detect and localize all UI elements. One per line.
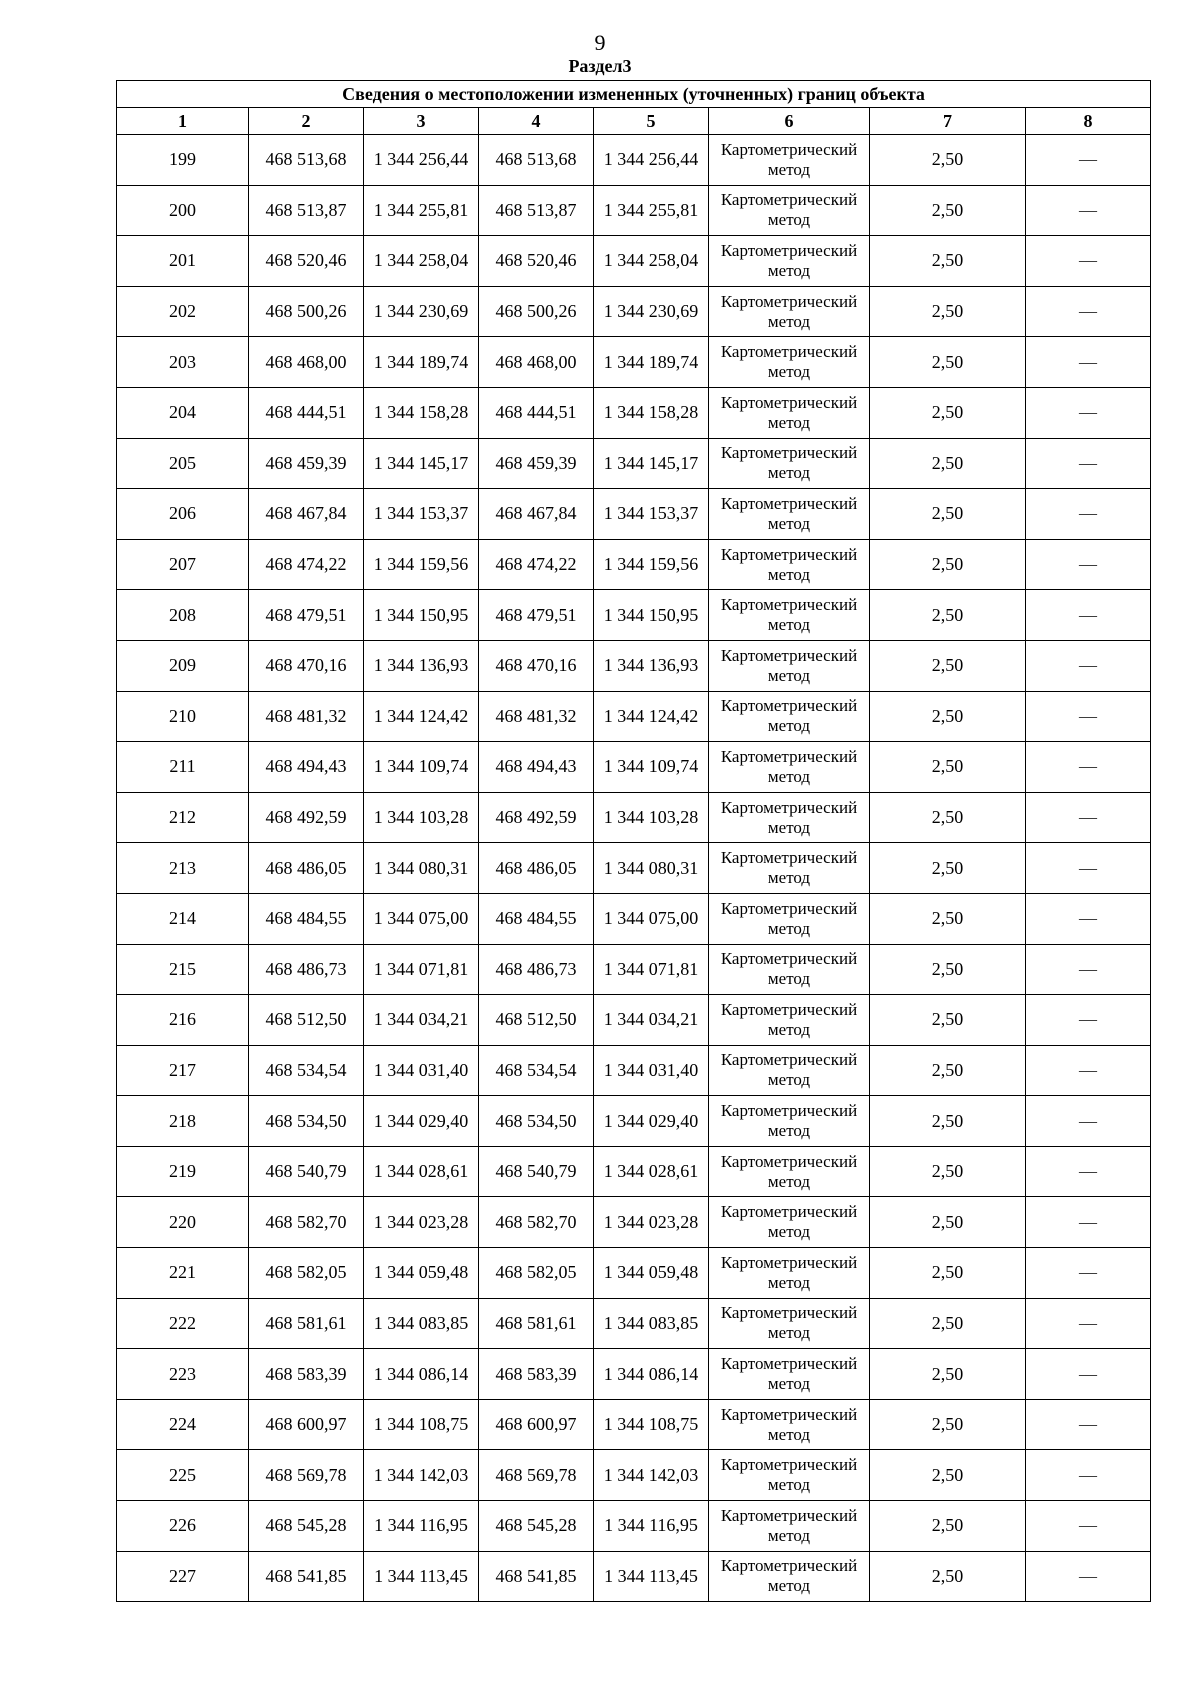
y-new-coordinate-cell: 1 344 116,95 (594, 1501, 709, 1552)
column-header-row (117, 108, 1151, 135)
column-header-2: 2 (249, 108, 364, 135)
accuracy-cell: 2,50 (870, 1197, 1026, 1248)
y-new-coordinate-cell: 1 344 258,04 (594, 236, 709, 287)
accuracy-cell: 2,50 (870, 640, 1026, 691)
table-row (117, 742, 1151, 793)
method-cell: Картометрический метод (709, 944, 870, 995)
x-coordinate-cell: 468 492,59 (249, 792, 364, 843)
y-coordinate-cell: 1 344 059,48 (364, 1248, 479, 1299)
x-new-coordinate-cell: 468 541,85 (479, 1551, 594, 1602)
description-cell: — (1026, 1349, 1151, 1400)
point-number-cell: 221 (117, 1248, 249, 1299)
accuracy-cell: 2,50 (870, 1399, 1026, 1450)
description-cell: — (1026, 539, 1151, 590)
x-coordinate-cell: 468 479,51 (249, 590, 364, 641)
method-cell: Картометрический метод (709, 1045, 870, 1096)
accuracy-cell: 2,50 (870, 1248, 1026, 1299)
method-cell: Картометрический метод (709, 1399, 870, 1450)
point-number-cell: 214 (117, 893, 249, 944)
column-header-3: 3 (364, 108, 479, 135)
y-new-coordinate-cell: 1 344 071,81 (594, 944, 709, 995)
accuracy-cell: 2,50 (870, 944, 1026, 995)
x-coordinate-cell: 468 513,68 (249, 135, 364, 186)
accuracy-cell: 2,50 (870, 387, 1026, 438)
y-new-coordinate-cell: 1 344 255,81 (594, 185, 709, 236)
point-number-cell: 211 (117, 742, 249, 793)
table-row (117, 539, 1151, 590)
x-new-coordinate-cell: 468 534,50 (479, 1096, 594, 1147)
x-new-coordinate-cell: 468 468,00 (479, 337, 594, 388)
description-cell: — (1026, 1096, 1151, 1147)
point-number-cell: 219 (117, 1146, 249, 1197)
method-cell: Картометрический метод (709, 236, 870, 287)
description-cell: — (1026, 1450, 1151, 1501)
description-cell: — (1026, 893, 1151, 944)
y-coordinate-cell: 1 344 028,61 (364, 1146, 479, 1197)
x-new-coordinate-cell: 468 470,16 (479, 640, 594, 691)
x-new-coordinate-cell: 468 534,54 (479, 1045, 594, 1096)
description-cell: — (1026, 387, 1151, 438)
description-cell: — (1026, 742, 1151, 793)
table-row (117, 185, 1151, 236)
y-new-coordinate-cell: 1 344 083,85 (594, 1298, 709, 1349)
x-coordinate-cell: 468 512,50 (249, 995, 364, 1046)
method-cell: Картометрический метод (709, 387, 870, 438)
x-coordinate-cell: 468 467,84 (249, 489, 364, 540)
method-cell: Картометрический метод (709, 539, 870, 590)
y-new-coordinate-cell: 1 344 103,28 (594, 792, 709, 843)
y-coordinate-cell: 1 344 108,75 (364, 1399, 479, 1450)
x-coordinate-cell: 468 444,51 (249, 387, 364, 438)
section-title: Раздел3 (568, 56, 632, 76)
method-cell: Картометрический метод (709, 438, 870, 489)
column-header-1: 1 (117, 108, 249, 135)
y-new-coordinate-cell: 1 344 153,37 (594, 489, 709, 540)
x-coordinate-cell: 468 582,05 (249, 1248, 364, 1299)
description-cell: — (1026, 1298, 1151, 1349)
x-coordinate-cell: 468 534,54 (249, 1045, 364, 1096)
accuracy-cell: 2,50 (870, 893, 1026, 944)
method-cell: Картометрический метод (709, 1248, 870, 1299)
x-coordinate-cell: 468 470,16 (249, 640, 364, 691)
x-new-coordinate-cell: 468 486,73 (479, 944, 594, 995)
accuracy-cell: 2,50 (870, 539, 1026, 590)
y-new-coordinate-cell: 1 344 034,21 (594, 995, 709, 1046)
accuracy-cell: 2,50 (870, 185, 1026, 236)
x-new-coordinate-cell: 468 467,84 (479, 489, 594, 540)
y-coordinate-cell: 1 344 258,04 (364, 236, 479, 287)
y-new-coordinate-cell: 1 344 028,61 (594, 1146, 709, 1197)
description-cell: — (1026, 1146, 1151, 1197)
point-number-cell: 217 (117, 1045, 249, 1096)
accuracy-cell: 2,50 (870, 691, 1026, 742)
x-new-coordinate-cell: 468 481,32 (479, 691, 594, 742)
method-cell: Картометрический метод (709, 1551, 870, 1602)
table-row (117, 792, 1151, 843)
accuracy-cell: 2,50 (870, 792, 1026, 843)
x-new-coordinate-cell: 468 513,87 (479, 185, 594, 236)
description-cell: — (1026, 640, 1151, 691)
column-header-7: 7 (870, 108, 1026, 135)
method-cell: Картометрический метод (709, 135, 870, 186)
y-new-coordinate-cell: 1 344 109,74 (594, 742, 709, 793)
y-coordinate-cell: 1 344 230,69 (364, 286, 479, 337)
y-coordinate-cell: 1 344 086,14 (364, 1349, 479, 1400)
description-cell: — (1026, 1045, 1151, 1096)
accuracy-cell: 2,50 (870, 1551, 1026, 1602)
method-cell: Картометрический метод (709, 1349, 870, 1400)
method-cell: Картометрический метод (709, 691, 870, 742)
table-row (117, 1248, 1151, 1299)
table-row (117, 640, 1151, 691)
y-coordinate-cell: 1 344 116,95 (364, 1501, 479, 1552)
page-number: 9 (594, 30, 606, 55)
table-row (117, 1298, 1151, 1349)
y-coordinate-cell: 1 344 103,28 (364, 792, 479, 843)
method-cell: Картометрический метод (709, 1501, 870, 1552)
point-number-cell: 199 (117, 135, 249, 186)
table-row (117, 944, 1151, 995)
point-number-cell: 209 (117, 640, 249, 691)
y-new-coordinate-cell: 1 344 136,93 (594, 640, 709, 691)
y-coordinate-cell: 1 344 256,44 (364, 135, 479, 186)
method-cell: Картометрический метод (709, 1197, 870, 1248)
column-header-4: 4 (479, 108, 594, 135)
table-row (117, 135, 1151, 186)
description-cell: — (1026, 185, 1151, 236)
accuracy-cell: 2,50 (870, 742, 1026, 793)
description-cell: — (1026, 843, 1151, 894)
accuracy-cell: 2,50 (870, 1146, 1026, 1197)
accuracy-cell: 2,50 (870, 1450, 1026, 1501)
x-new-coordinate-cell: 468 582,05 (479, 1248, 594, 1299)
description-cell: — (1026, 590, 1151, 641)
table-row (117, 1551, 1151, 1602)
description-cell: — (1026, 1501, 1151, 1552)
x-new-coordinate-cell: 468 486,05 (479, 843, 594, 894)
y-coordinate-cell: 1 344 031,40 (364, 1045, 479, 1096)
table-row (117, 489, 1151, 540)
description-cell: — (1026, 1399, 1151, 1450)
method-cell: Картометрический метод (709, 1298, 870, 1349)
x-new-coordinate-cell: 468 520,46 (479, 236, 594, 287)
table-row (117, 337, 1151, 388)
y-coordinate-cell: 1 344 189,74 (364, 337, 479, 388)
accuracy-cell: 2,50 (870, 489, 1026, 540)
x-new-coordinate-cell: 468 569,78 (479, 1450, 594, 1501)
y-coordinate-cell: 1 344 071,81 (364, 944, 479, 995)
table-row (117, 843, 1151, 894)
x-new-coordinate-cell: 468 600,97 (479, 1399, 594, 1450)
point-number-cell: 202 (117, 286, 249, 337)
x-new-coordinate-cell: 468 582,70 (479, 1197, 594, 1248)
accuracy-cell: 2,50 (870, 843, 1026, 894)
table-body (117, 135, 1151, 1602)
table-row (117, 286, 1151, 337)
accuracy-cell: 2,50 (870, 1096, 1026, 1147)
y-new-coordinate-cell: 1 344 142,03 (594, 1450, 709, 1501)
accuracy-cell: 2,50 (870, 286, 1026, 337)
y-coordinate-cell: 1 344 075,00 (364, 893, 479, 944)
y-coordinate-cell: 1 344 029,40 (364, 1096, 479, 1147)
table-row (117, 1096, 1151, 1147)
accuracy-cell: 2,50 (870, 236, 1026, 287)
x-coordinate-cell: 468 582,70 (249, 1197, 364, 1248)
method-cell: Картометрический метод (709, 792, 870, 843)
y-coordinate-cell: 1 344 136,93 (364, 640, 479, 691)
method-cell: Картометрический метод (709, 893, 870, 944)
table-row (117, 590, 1151, 641)
y-coordinate-cell: 1 344 113,45 (364, 1551, 479, 1602)
x-coordinate-cell: 468 459,39 (249, 438, 364, 489)
y-new-coordinate-cell: 1 344 086,14 (594, 1349, 709, 1400)
point-number-cell: 212 (117, 792, 249, 843)
y-coordinate-cell: 1 344 109,74 (364, 742, 479, 793)
description-cell: — (1026, 236, 1151, 287)
y-coordinate-cell: 1 344 150,95 (364, 590, 479, 641)
x-coordinate-cell: 468 569,78 (249, 1450, 364, 1501)
column-header-6: 6 (709, 108, 870, 135)
table-row (117, 1399, 1151, 1450)
description-cell: — (1026, 1197, 1151, 1248)
x-coordinate-cell: 468 481,32 (249, 691, 364, 742)
table-row (117, 1197, 1151, 1248)
y-coordinate-cell: 1 344 159,56 (364, 539, 479, 590)
y-new-coordinate-cell: 1 344 031,40 (594, 1045, 709, 1096)
column-header-8: 8 (1026, 108, 1151, 135)
y-new-coordinate-cell: 1 344 075,00 (594, 893, 709, 944)
description-cell: — (1026, 691, 1151, 742)
method-cell: Картометрический метод (709, 1146, 870, 1197)
method-cell: Картометрический метод (709, 489, 870, 540)
point-number-cell: 222 (117, 1298, 249, 1349)
point-number-cell: 216 (117, 995, 249, 1046)
y-new-coordinate-cell: 1 344 256,44 (594, 135, 709, 186)
description-cell: — (1026, 944, 1151, 995)
y-new-coordinate-cell: 1 344 158,28 (594, 387, 709, 438)
description-cell: — (1026, 438, 1151, 489)
point-number-cell: 218 (117, 1096, 249, 1147)
x-coordinate-cell: 468 494,43 (249, 742, 364, 793)
accuracy-cell: 2,50 (870, 1045, 1026, 1096)
column-header-5: 5 (594, 108, 709, 135)
table-row (117, 995, 1151, 1046)
x-coordinate-cell: 468 513,87 (249, 185, 364, 236)
y-coordinate-cell: 1 344 158,28 (364, 387, 479, 438)
y-new-coordinate-cell: 1 344 108,75 (594, 1399, 709, 1450)
accuracy-cell: 2,50 (870, 135, 1026, 186)
x-new-coordinate-cell: 468 540,79 (479, 1146, 594, 1197)
accuracy-cell: 2,50 (870, 590, 1026, 641)
x-new-coordinate-cell: 468 581,61 (479, 1298, 594, 1349)
x-coordinate-cell: 468 500,26 (249, 286, 364, 337)
y-coordinate-cell: 1 344 023,28 (364, 1197, 479, 1248)
x-new-coordinate-cell: 468 583,39 (479, 1349, 594, 1400)
y-coordinate-cell: 1 344 034,21 (364, 995, 479, 1046)
point-number-cell: 207 (117, 539, 249, 590)
description-cell: — (1026, 995, 1151, 1046)
point-number-cell: 227 (117, 1551, 249, 1602)
accuracy-cell: 2,50 (870, 438, 1026, 489)
table-row (117, 893, 1151, 944)
method-cell: Картометрический метод (709, 590, 870, 641)
table-row (117, 691, 1151, 742)
point-number-cell: 226 (117, 1501, 249, 1552)
y-coordinate-cell: 1 344 124,42 (364, 691, 479, 742)
x-coordinate-cell: 468 520,46 (249, 236, 364, 287)
accuracy-cell: 2,50 (870, 1298, 1026, 1349)
x-coordinate-cell: 468 486,05 (249, 843, 364, 894)
method-cell: Картометрический метод (709, 1096, 870, 1147)
x-coordinate-cell: 468 484,55 (249, 893, 364, 944)
table-row (117, 1045, 1151, 1096)
point-number-cell: 201 (117, 236, 249, 287)
x-coordinate-cell: 468 486,73 (249, 944, 364, 995)
table-row (117, 438, 1151, 489)
x-new-coordinate-cell: 468 545,28 (479, 1501, 594, 1552)
x-coordinate-cell: 468 583,39 (249, 1349, 364, 1400)
table-row (117, 236, 1151, 287)
point-number-cell: 205 (117, 438, 249, 489)
description-cell: — (1026, 1248, 1151, 1299)
y-coordinate-cell: 1 344 083,85 (364, 1298, 479, 1349)
description-cell: — (1026, 135, 1151, 186)
y-new-coordinate-cell: 1 344 189,74 (594, 337, 709, 388)
description-cell: — (1026, 1551, 1151, 1602)
method-cell: Картометрический метод (709, 337, 870, 388)
x-new-coordinate-cell: 468 513,68 (479, 135, 594, 186)
y-coordinate-cell: 1 344 255,81 (364, 185, 479, 236)
table-row (117, 1501, 1151, 1552)
coordinates-table (116, 80, 1151, 1602)
x-new-coordinate-cell: 468 474,22 (479, 539, 594, 590)
x-new-coordinate-cell: 468 492,59 (479, 792, 594, 843)
x-new-coordinate-cell: 468 459,39 (479, 438, 594, 489)
table-row (117, 1349, 1151, 1400)
table-row (117, 1450, 1151, 1501)
y-new-coordinate-cell: 1 344 023,28 (594, 1197, 709, 1248)
description-cell: — (1026, 489, 1151, 540)
point-number-cell: 206 (117, 489, 249, 540)
point-number-cell: 213 (117, 843, 249, 894)
x-coordinate-cell: 468 540,79 (249, 1146, 364, 1197)
point-number-cell: 215 (117, 944, 249, 995)
accuracy-cell: 2,50 (870, 337, 1026, 388)
method-cell: Картометрический метод (709, 995, 870, 1046)
point-number-cell: 203 (117, 337, 249, 388)
y-new-coordinate-cell: 1 344 080,31 (594, 843, 709, 894)
y-new-coordinate-cell: 1 344 145,17 (594, 438, 709, 489)
x-coordinate-cell: 468 545,28 (249, 1501, 364, 1552)
description-cell: — (1026, 337, 1151, 388)
method-cell: Картометрический метод (709, 742, 870, 793)
point-number-cell: 224 (117, 1399, 249, 1450)
method-cell: Картометрический метод (709, 185, 870, 236)
description-cell: — (1026, 792, 1151, 843)
y-new-coordinate-cell: 1 344 029,40 (594, 1096, 709, 1147)
table-row (117, 387, 1151, 438)
y-new-coordinate-cell: 1 344 124,42 (594, 691, 709, 742)
x-coordinate-cell: 468 468,00 (249, 337, 364, 388)
accuracy-cell: 2,50 (870, 1501, 1026, 1552)
x-new-coordinate-cell: 468 494,43 (479, 742, 594, 793)
point-number-cell: 208 (117, 590, 249, 641)
y-new-coordinate-cell: 1 344 230,69 (594, 286, 709, 337)
method-cell: Картометрический метод (709, 843, 870, 894)
method-cell: Картометрический метод (709, 286, 870, 337)
x-new-coordinate-cell: 468 444,51 (479, 387, 594, 438)
y-coordinate-cell: 1 344 080,31 (364, 843, 479, 894)
method-cell: Картометрический метод (709, 1450, 870, 1501)
table-caption: Сведения о местоположении измененных (уточненных) границ объекта (117, 81, 1151, 108)
y-coordinate-cell: 1 344 142,03 (364, 1450, 479, 1501)
description-cell: — (1026, 286, 1151, 337)
x-new-coordinate-cell: 468 479,51 (479, 590, 594, 641)
x-coordinate-cell: 468 541,85 (249, 1551, 364, 1602)
point-number-cell: 200 (117, 185, 249, 236)
y-new-coordinate-cell: 1 344 059,48 (594, 1248, 709, 1299)
method-cell: Картометрический метод (709, 640, 870, 691)
y-coordinate-cell: 1 344 153,37 (364, 489, 479, 540)
y-new-coordinate-cell: 1 344 159,56 (594, 539, 709, 590)
x-coordinate-cell: 468 534,50 (249, 1096, 364, 1147)
point-number-cell: 204 (117, 387, 249, 438)
point-number-cell: 225 (117, 1450, 249, 1501)
point-number-cell: 220 (117, 1197, 249, 1248)
y-coordinate-cell: 1 344 145,17 (364, 438, 479, 489)
x-coordinate-cell: 468 581,61 (249, 1298, 364, 1349)
accuracy-cell: 2,50 (870, 1349, 1026, 1400)
point-number-cell: 223 (117, 1349, 249, 1400)
x-new-coordinate-cell: 468 512,50 (479, 995, 594, 1046)
x-new-coordinate-cell: 468 484,55 (479, 893, 594, 944)
x-coordinate-cell: 468 600,97 (249, 1399, 364, 1450)
accuracy-cell: 2,50 (870, 995, 1026, 1046)
point-number-cell: 210 (117, 691, 249, 742)
y-new-coordinate-cell: 1 344 113,45 (594, 1551, 709, 1602)
y-new-coordinate-cell: 1 344 150,95 (594, 590, 709, 641)
table-row (117, 1146, 1151, 1197)
x-new-coordinate-cell: 468 500,26 (479, 286, 594, 337)
x-coordinate-cell: 468 474,22 (249, 539, 364, 590)
